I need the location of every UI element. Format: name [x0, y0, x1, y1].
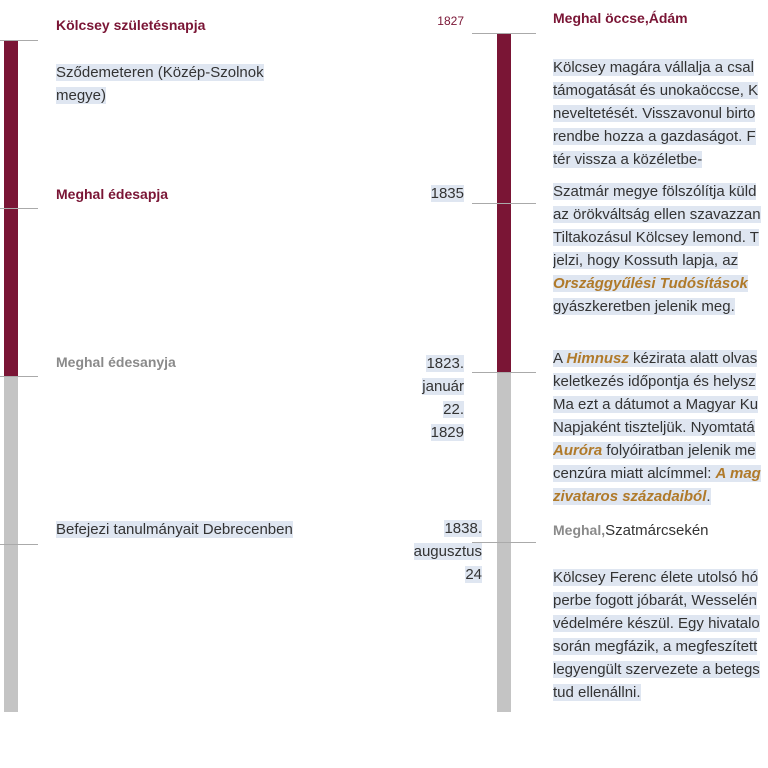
p3-line3: Ma ezt a dátumot a Magyar Ku	[553, 396, 759, 413]
date-1823-l2: január	[422, 378, 464, 395]
p3-line6a: cenzúra miatt alcímmel:	[553, 465, 716, 482]
birthplace-line2: megye)	[56, 87, 107, 104]
rule-left-4	[0, 544, 38, 545]
p2-line6: gyászkeretben jelenik meg.	[553, 298, 735, 315]
p4-line2: perbe fogott jóbarát, Wesselén	[553, 592, 758, 609]
p3-a: A	[553, 350, 567, 367]
heading-father-death: Meghal édesapja	[56, 186, 169, 202]
rule-center-3	[472, 372, 536, 373]
event-debrecen	[56, 518, 293, 541]
p4-line6: tud ellenállni.	[553, 684, 641, 701]
p2-line2: az örökváltság ellen szavazzan	[553, 206, 761, 223]
birthplace-text	[56, 61, 264, 107]
p3-line4: Napjaként tiszteljük. Nyomtatá	[553, 419, 755, 436]
p3-end: .	[706, 488, 711, 505]
rule-center-1	[472, 33, 536, 34]
p4-line4: során megfázik, a megfeszített	[553, 638, 758, 655]
heading-death	[553, 519, 768, 542]
heading-death-a: Meghal,	[553, 522, 606, 538]
p1-line3: neveltetését. Visszavonul birto	[553, 105, 756, 122]
date-1838	[414, 517, 482, 586]
heading-brother-death-b: Ádám	[648, 10, 688, 26]
p1-line2: támogatását és unokaöccse, K	[553, 82, 759, 99]
p4-line1: Kölcsey Ferenc élete utolsó hó	[553, 569, 759, 586]
p3-line2: keletkezés időpontja és helysz	[553, 373, 756, 390]
p3-line5b: folyóiratban jelenik me	[602, 442, 756, 459]
p2-line4: jelzi, hogy Kossuth lapja, az	[553, 252, 739, 269]
date-1838-l3: 24	[465, 566, 482, 583]
p4-line3: védelmére készül. Egy hivatalo	[553, 615, 760, 632]
paragraph-family-support	[553, 56, 768, 171]
p1-line4: rendbe hozza a gazdaságot. F	[553, 128, 756, 145]
date-1838-l2: augusztus	[413, 543, 482, 560]
rule-left-1	[0, 40, 38, 41]
p2-emphasis: Országgyűlési Tudósítások	[553, 275, 748, 292]
year-1835-text: 1835	[430, 185, 464, 202]
date-1823-l3: 22.	[443, 401, 464, 418]
heading-brother-death-a: Meghal öccse,	[553, 10, 649, 26]
rule-center-2	[472, 203, 536, 204]
year-1827: 1827	[437, 14, 464, 28]
p3-emph-himnusz: Himnusz	[566, 350, 629, 367]
heading-brother-death	[553, 10, 768, 28]
date-1823-1829	[422, 352, 464, 444]
rule-left-3	[0, 376, 38, 377]
date-1838-l1: 1838.	[444, 520, 482, 537]
p1-line5: tér vissza a közéletbe-	[553, 151, 703, 168]
heading-death-place: Szatmárcsekén	[605, 522, 709, 539]
p2-line1: Szatmár megye fölszólítja küld	[553, 183, 757, 200]
date-1823-l1: 1823.	[426, 355, 464, 372]
event-debrecen-text: Befejezi tanulmányait Debrecenben	[56, 521, 293, 538]
p3-emph-mag: A mag	[715, 465, 761, 482]
p3-emph-aurora: Auróra	[553, 442, 603, 459]
heading-birthday: Kölcsey születésnapja	[56, 17, 206, 33]
p3-emph-zivataros: zivataros századaiból	[553, 488, 707, 505]
p4-line5: legyengült szervezete a betegs	[553, 661, 760, 678]
year-1835	[431, 182, 464, 205]
birthplace-line1: Sződemeteren (Közép-Szolnok	[56, 64, 264, 81]
paragraph-last-months	[553, 566, 768, 704]
p3-b: kézirata alatt olvas	[628, 350, 758, 367]
rule-left-2	[0, 208, 38, 209]
heading-mother-death: Meghal édesanyja	[56, 354, 176, 370]
paragraph-himnusz	[553, 347, 768, 508]
paragraph-szatmar	[553, 180, 768, 318]
p1-line1: Kölcsey magára vállalja a csal	[553, 59, 754, 76]
p2-line3: Tiltakozásul Kölcsey lemond. T	[553, 229, 759, 246]
date-1829: 1829	[430, 424, 464, 441]
